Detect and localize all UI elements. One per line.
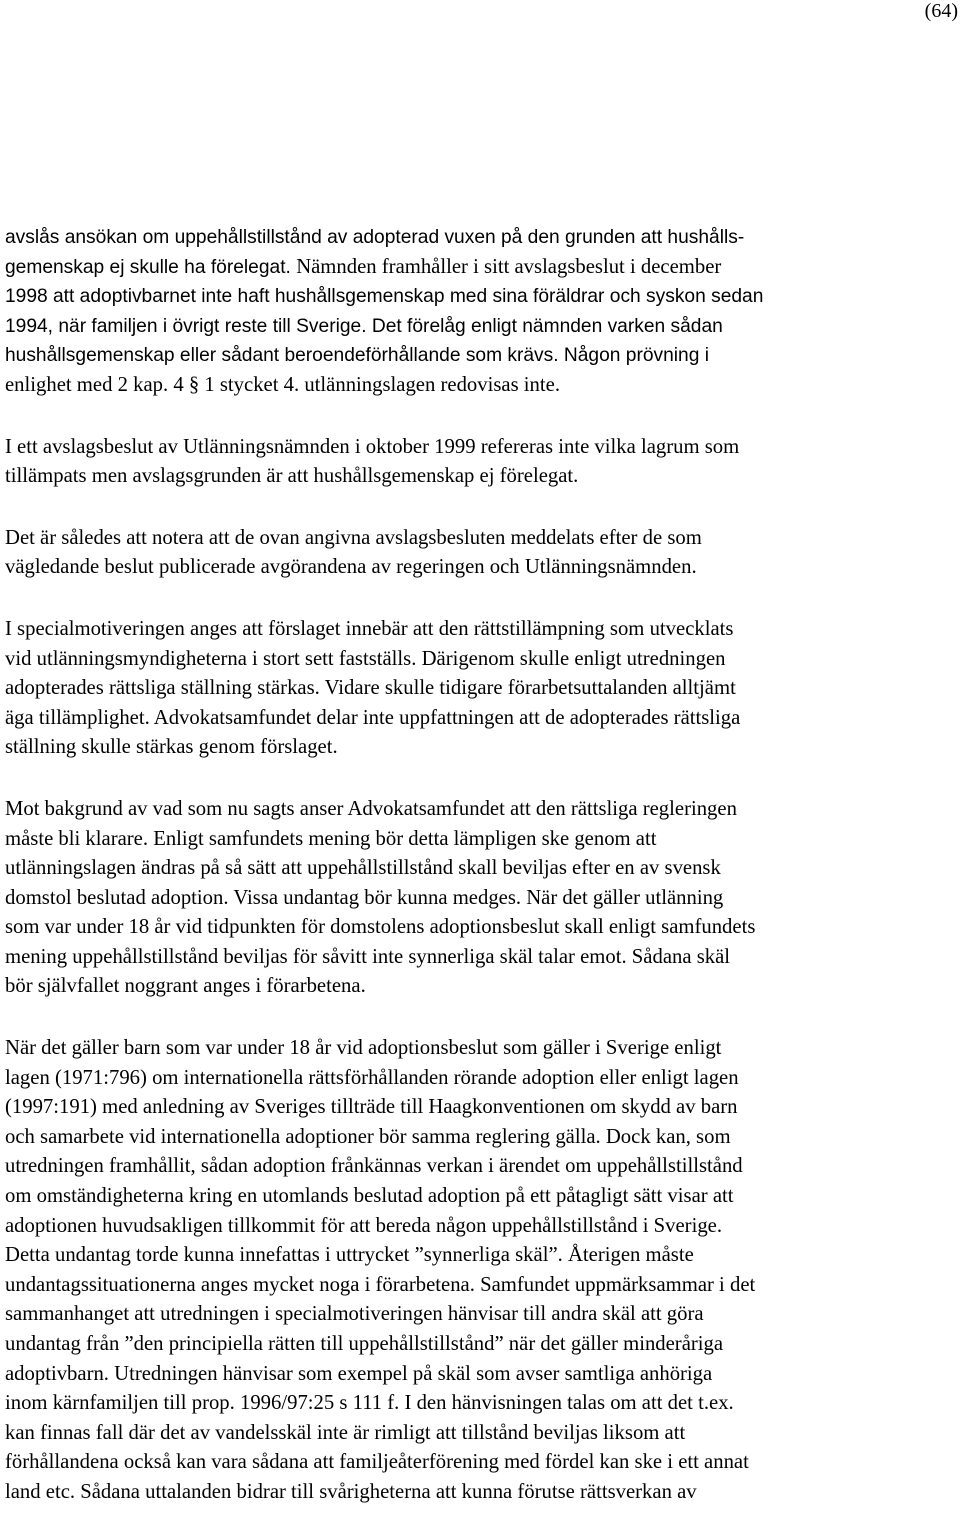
text-run: undantag från ”den principiella rätten till uppehållstillstånd” när det gäller minderåriga (5, 1333, 724, 1355)
text-line (5, 1241, 960, 1271)
text-line (5, 913, 960, 943)
text-run: 1994, när familjen i övrigt reste till Sverige. (5, 315, 372, 337)
paragraph (5, 615, 960, 763)
page-number: (64) (924, 0, 958, 22)
text-run: domstol beslutad adoption. Vissa undantag bör kunna medges. När det gäller utlänning (5, 886, 724, 909)
text-run: utlänningslagen ändras på så sätt att uppehållstillstånd skall beviljas efter en av svensk (5, 857, 721, 880)
paragraph (5, 524, 960, 583)
text-run: lagen (1971:796) om internationella rättsförhållanden rörande adoption eller enligt lagen (5, 1066, 739, 1089)
text-line (5, 1419, 960, 1449)
text-line (5, 341, 960, 371)
text-line (5, 1360, 960, 1390)
text-line (5, 884, 960, 914)
paragraph (5, 223, 960, 401)
text-line (5, 282, 960, 312)
text-line (5, 1093, 960, 1123)
text-line (5, 524, 960, 554)
text-line (5, 795, 960, 825)
text-line (5, 312, 960, 342)
text-run: (1997:191) med anledning av Sveriges tillträde till Haagkonventionen om skydd av barn (5, 1096, 738, 1119)
text-line (5, 854, 960, 884)
text-run: undantagssituationerna anges mycket noga i förarbetena. Samfundet uppmärksammar i det (5, 1273, 756, 1296)
text-run: inom kärnfamiljen till prop. 1996/97:25 s 111 f. I den hänvisningen talas om att det t.ex. (5, 1392, 734, 1415)
text-line (5, 1212, 960, 1242)
text-run: adoptivbarn. Utredningen hänvisar som exempel på skäl som avser samtliga anhöriga (5, 1362, 713, 1385)
text-run: förhållandena också kan vara sådana att familjeåterförening med fördel kan ske i ett annat (5, 1451, 749, 1474)
text-run: Det förelåg enligt nämnden varken sådan (371, 315, 723, 337)
text-run: Någon prövning i (563, 345, 709, 367)
text-run: I specialmotiveringen anges att förslaget innebär att den rättstillämpning som utvecklats (5, 617, 734, 640)
text-line (5, 674, 960, 704)
text-run: äga tillämplighet. Advokatsamfundet delar inte uppfattningen att de adopterades rättsliga (5, 706, 741, 729)
text-line (5, 615, 960, 645)
text-run: adoptionen huvudsakligen tillkommit för att bereda någon uppehållstillstånd i Sverige. (5, 1214, 723, 1237)
text-line (5, 553, 960, 583)
text-line (5, 1330, 960, 1360)
text-line (5, 704, 960, 734)
text-run: adopterades rättsliga ställning stärkas. Vidare skulle tidigare förarbetsuttalanden alltjämt (5, 677, 736, 700)
text-run: måste bli klarare. Enligt samfundets mening bör detta lämpligen ske genom att (5, 827, 657, 850)
text-run: mening uppehållstillstånd beviljas för såvitt inte synnerliga skäl talar emot. Sådana skäl (5, 945, 731, 968)
paragraph (5, 433, 960, 492)
text-line (5, 433, 960, 463)
text-run: om omständigheterna kring en utomlands beslutad adoption på ett påtagligt sätt visar att (5, 1185, 734, 1208)
text-run: När det gäller barn som var under 18 år vid adoptionsbeslut som gäller i Sverige enligt (5, 1037, 722, 1060)
text-line (5, 1478, 960, 1508)
text-line (5, 1123, 960, 1153)
text-run: gemenskap ej skulle ha förelegat. (5, 256, 297, 278)
text-run: enlighet med 2 kap. 4 § 1 stycket 4. utlänningslagen redovisas inte. (5, 373, 560, 396)
text-run: utredningen framhållit, sådan adoption frånkännas verkan i ärendet om uppehållstillstånd (5, 1155, 743, 1178)
text-run: Nämnden framhåller i sitt avslagsbeslut i december (296, 255, 722, 278)
text-line (5, 371, 960, 401)
text-line (5, 825, 960, 855)
text-line (5, 223, 960, 253)
text-run: I ett avslagsbeslut av Utlänningsnämnden i oktober 1999 refereras inte vilka lagrum som (5, 435, 740, 458)
text-line (5, 943, 960, 973)
text-run: tillämpats men avslagsgrunden är att hushållsgemenskap ej förelegat. (5, 465, 579, 488)
text-run: land etc. Sådana uttalanden bidrar till svårigheterna att kunna förutse rättsverkan av (5, 1480, 697, 1503)
text-line (5, 1034, 960, 1064)
text-run: kan finnas fall där det av vandelsskäl inte är rimligt att tillstånd beviljas liksom att (5, 1421, 686, 1444)
text-run: 1998 att adoptivbarnet inte haft hushållsgemenskap med sina föräldrar och syskon sedan (5, 286, 764, 308)
text-run: ställning skulle stärkas genom förslaget. (5, 736, 338, 759)
paragraph (5, 795, 960, 1002)
paragraph (5, 1034, 960, 1508)
text-run: och samarbete vid internationella adoptioner bör samma reglering gälla. Dock kan, som (5, 1125, 731, 1148)
text-line (5, 645, 960, 675)
text-line (5, 733, 960, 763)
text-run: vid utlänningsmyndigheterna i stort sett fastställs. Därigenom skulle enligt utredningen (5, 647, 726, 670)
text-line (5, 1448, 960, 1478)
text-run: avslås ansökan om uppehållstillstånd av adopterad vuxen på den grunden att hushålls- (5, 227, 745, 248)
text-line (5, 253, 960, 283)
text-line (5, 1389, 960, 1419)
text-run: Mot bakgrund av vad som nu sagts anser Advokatsamfundet att den rättsliga regleringen (5, 797, 737, 820)
text-line (5, 1271, 960, 1301)
text-run: bör självfallet noggrant anges i förarbetena. (5, 975, 366, 998)
text-run: Det är således att notera att de ovan angivna avslagsbesluten meddelats efter de som (5, 526, 702, 549)
text-run: sammanhanget att utredningen i specialmotiveringen hänvisar till andra skäl att göra (5, 1303, 704, 1326)
text-line (5, 1300, 960, 1330)
text-run: Detta undantag torde kunna innefattas i uttrycket ”synnerliga skäl”. Återigen måste (5, 1244, 694, 1267)
text-run: hushållsgemenskap eller sådant beroendeförhållande som krävs. (5, 345, 564, 367)
text-line (5, 1152, 960, 1182)
text-line (5, 462, 960, 492)
document-body (5, 223, 960, 1540)
text-run: vägledande beslut publicerade avgörandena av regeringen och Utlänningsnämnden. (5, 556, 697, 579)
text-line (5, 972, 960, 1002)
text-line (5, 1182, 960, 1212)
text-run: som var under 18 år vid tidpunkten för domstolens adoptionsbeslut skall enligt samfundets (5, 916, 756, 939)
text-line (5, 1064, 960, 1094)
